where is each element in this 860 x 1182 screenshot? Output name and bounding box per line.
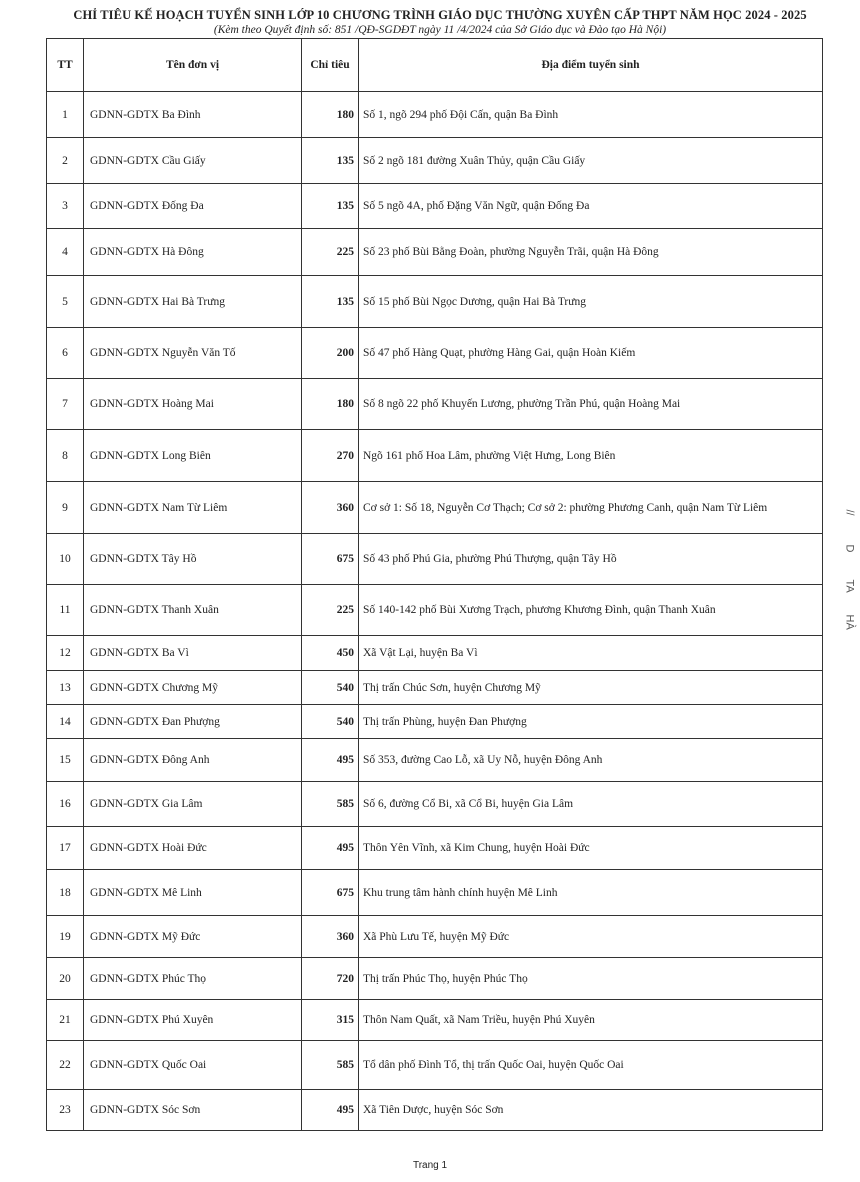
row-number: 16 [47, 782, 84, 827]
enrollment-location: Số 43 phố Phú Gia, phường Phú Thượng, quận Tây Hồ [359, 534, 823, 585]
quota-value: 675 [302, 870, 359, 916]
enrollment-location: Xã Tiên Dược, huyện Sóc Sơn [359, 1090, 823, 1131]
unit-name: GDNN-GDTX Mê Linh [84, 870, 302, 916]
unit-name: GDNN-GDTX Gia Lâm [84, 782, 302, 827]
enrollment-location: Thị trấn Chúc Sơn, huyện Chương Mỹ [359, 671, 823, 705]
unit-name: GDNN-GDTX Đống Đa [84, 184, 302, 229]
margin-mark: D [843, 544, 856, 553]
enrollment-location: Số 8 ngõ 22 phố Khuyến Lương, phường Trần Phú, quận Hoàng Mai [359, 379, 823, 430]
row-number: 2 [47, 138, 84, 184]
unit-name: GDNN-GDTX Ba Đình [84, 92, 302, 138]
enrollment-location: Thôn Nam Quất, xã Nam Triều, huyện Phú Xuyên [359, 1000, 823, 1041]
table-row [47, 328, 823, 379]
table-row [47, 870, 823, 916]
row-number: 10 [47, 534, 84, 585]
enrollment-location: Số 140-142 phố Bùi Xương Trạch, phương Khương Đình, quận Thanh Xuân [359, 585, 823, 636]
margin-mark: HÀ [843, 614, 856, 630]
quota-value: 180 [302, 379, 359, 430]
quota-value: 135 [302, 276, 359, 328]
unit-name: GDNN-GDTX Phú Xuyên [84, 1000, 302, 1041]
unit-name: GDNN-GDTX Phúc Thọ [84, 958, 302, 1000]
quota-value: 180 [302, 92, 359, 138]
quota-value: 585 [302, 1041, 359, 1090]
enrollment-location: Thị trấn Phùng, huyện Đan Phượng [359, 705, 823, 739]
unit-name: GDNN-GDTX Hà Đông [84, 229, 302, 276]
row-number: 8 [47, 430, 84, 482]
row-number: 3 [47, 184, 84, 229]
column-header-unit: Tên đơn vị [84, 39, 302, 92]
margin-stamp-marks [838, 509, 860, 655]
table-row [47, 1090, 823, 1131]
enrollment-location: Số 1, ngõ 294 phố Đội Cấn, quận Ba Đình [359, 92, 823, 138]
unit-name: GDNN-GDTX Đan Phượng [84, 705, 302, 739]
row-number: 22 [47, 1041, 84, 1090]
table-row [47, 482, 823, 534]
quota-value: 360 [302, 482, 359, 534]
row-number: 17 [47, 827, 84, 870]
enrollment-location: Cơ sở 1: Số 18, Nguyễn Cơ Thạch; Cơ sở 2: phường Phương Canh, quận Nam Từ Liêm [359, 482, 823, 534]
page-number: Trang 1 [412, 1160, 448, 1171]
table-row [47, 671, 823, 705]
enrollment-location: Thôn Yên Vĩnh, xã Kim Chung, huyện Hoài Đức [359, 827, 823, 870]
quota-value: 585 [302, 782, 359, 827]
quota-value: 495 [302, 1090, 359, 1131]
table-row [47, 636, 823, 671]
table-row [47, 534, 823, 585]
table-row [47, 276, 823, 328]
table-row [47, 229, 823, 276]
unit-name: GDNN-GDTX Hoài Đức [84, 827, 302, 870]
unit-name: GDNN-GDTX Long Biên [84, 430, 302, 482]
table-row [47, 782, 823, 827]
unit-name: GDNN-GDTX Hai Bà Trưng [84, 276, 302, 328]
row-number: 20 [47, 958, 84, 1000]
unit-name: GDNN-GDTX Mỹ Đức [84, 916, 302, 958]
enrollment-quota-table [46, 38, 823, 1131]
table-row [47, 585, 823, 636]
table-row [47, 1041, 823, 1090]
unit-name: GDNN-GDTX Nam Từ Liêm [84, 482, 302, 534]
margin-mark: TA [843, 579, 856, 593]
table-row [47, 379, 823, 430]
enrollment-location: Số 6, đường Cổ Bi, xã Cổ Bi, huyện Gia Lâm [359, 782, 823, 827]
row-number: 13 [47, 671, 84, 705]
quota-value: 495 [302, 739, 359, 782]
margin-mark: // [843, 509, 856, 516]
table-row [47, 1000, 823, 1041]
quota-value: 540 [302, 705, 359, 739]
quota-value: 315 [302, 1000, 359, 1041]
quota-value: 540 [302, 671, 359, 705]
quota-value: 270 [302, 430, 359, 482]
unit-name: GDNN-GDTX Đông Anh [84, 739, 302, 782]
column-header-tt: TT [47, 39, 84, 92]
row-number: 11 [47, 585, 84, 636]
quota-value: 720 [302, 958, 359, 1000]
enrollment-location: Ngõ 161 phố Hoa Lâm, phường Việt Hưng, Long Biên [359, 430, 823, 482]
table-header-row [47, 39, 823, 92]
enrollment-location: Số 23 phố Bùi Bằng Đoàn, phường Nguyễn Trãi, quận Hà Đông [359, 229, 823, 276]
table-body [47, 92, 823, 1131]
quota-value: 200 [302, 328, 359, 379]
unit-name: GDNN-GDTX Quốc Oai [84, 1041, 302, 1090]
table-row [47, 739, 823, 782]
unit-name: GDNN-GDTX Tây Hồ [84, 534, 302, 585]
table-row [47, 92, 823, 138]
enrollment-location: Xã Phù Lưu Tế, huyện Mỹ Đức [359, 916, 823, 958]
quota-value: 495 [302, 827, 359, 870]
quota-value: 450 [302, 636, 359, 671]
table-row [47, 184, 823, 229]
unit-name: GDNN-GDTX Sóc Sơn [84, 1090, 302, 1131]
enrollment-location: Số 15 phố Bùi Ngọc Dương, quận Hai Bà Trưng [359, 276, 823, 328]
row-number: 1 [47, 92, 84, 138]
quota-value: 135 [302, 184, 359, 229]
quota-value: 135 [302, 138, 359, 184]
row-number: 21 [47, 1000, 84, 1041]
row-number: 15 [47, 739, 84, 782]
table-row [47, 916, 823, 958]
column-header-location: Địa điểm tuyển sinh [359, 39, 823, 92]
unit-name: GDNN-GDTX Ba Vì [84, 636, 302, 671]
unit-name: GDNN-GDTX Hoàng Mai [84, 379, 302, 430]
table-row [47, 430, 823, 482]
enrollment-location: Số 2 ngõ 181 đường Xuân Thủy, quận Cầu Giấy [359, 138, 823, 184]
table-row [47, 958, 823, 1000]
row-number: 18 [47, 870, 84, 916]
document-subtitle: (Kèm theo Quyết định số: 851 /QĐ-SGDĐT ngày 11 /4/2024 của Sở Giáo dục và Đào tạo Hà Nội) [213, 24, 667, 36]
quota-value: 675 [302, 534, 359, 585]
row-number: 4 [47, 229, 84, 276]
table-row [47, 827, 823, 870]
row-number: 14 [47, 705, 84, 739]
column-header-quota: Chỉ tiêu [302, 39, 359, 92]
table-row [47, 705, 823, 739]
enrollment-location: Số 5 ngõ 4A, phố Đặng Văn Ngữ, quận Đống Đa [359, 184, 823, 229]
enrollment-location: Số 47 phố Hàng Quạt, phường Hàng Gai, quận Hoàn Kiếm [359, 328, 823, 379]
enrollment-location: Xã Vật Lại, huyện Ba Vì [359, 636, 823, 671]
quota-value: 360 [302, 916, 359, 958]
enrollment-location: Tổ dân phố Đình Tổ, thị trấn Quốc Oai, huyện Quốc Oai [359, 1041, 823, 1090]
unit-name: GDNN-GDTX Cầu Giấy [84, 138, 302, 184]
enrollment-location: Thị trấn Phúc Thọ, huyện Phúc Thọ [359, 958, 823, 1000]
quota-value: 225 [302, 585, 359, 636]
document-title: CHỈ TIÊU KẾ HOẠCH TUYỂN SINH LỚP 10 CHƯƠNG TRÌNH GIÁO DỤC THƯỜNG XUYÊN CẤP THPT NĂM HỌC 2024 - 2025 [73, 8, 807, 22]
row-number: 9 [47, 482, 84, 534]
row-number: 12 [47, 636, 84, 671]
row-number: 5 [47, 276, 84, 328]
unit-name: GDNN-GDTX Chương Mỹ [84, 671, 302, 705]
quota-value: 225 [302, 229, 359, 276]
row-number: 23 [47, 1090, 84, 1131]
enrollment-location: Khu trung tâm hành chính huyện Mê Linh [359, 870, 823, 916]
enrollment-location: Số 353, đường Cao Lỗ, xã Uy Nỗ, huyện Đông Anh [359, 739, 823, 782]
row-number: 19 [47, 916, 84, 958]
row-number: 6 [47, 328, 84, 379]
table-row [47, 138, 823, 184]
row-number: 7 [47, 379, 84, 430]
unit-name: GDNN-GDTX Nguyễn Văn Tố [84, 328, 302, 379]
unit-name: GDNN-GDTX Thanh Xuân [84, 585, 302, 636]
